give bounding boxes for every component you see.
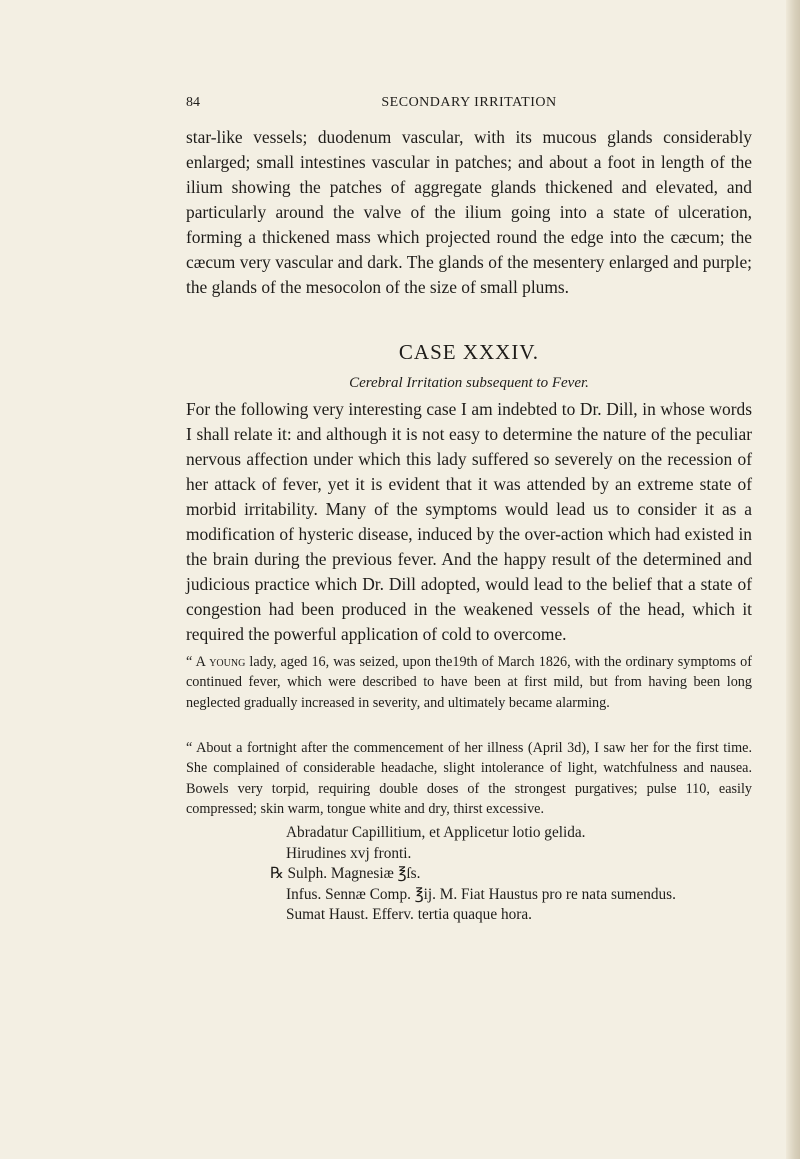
prescription-line: Infus. Sennæ Comp. ℥ij. M. Fiat Haustus pro re nata sumendus. bbox=[286, 885, 676, 903]
prescription-line: Abradatur Capillitium, et Applicetur lotio gelida. bbox=[286, 824, 586, 841]
prescription-line: ℞ Sulph. Magnesiæ ℥ſs. bbox=[270, 865, 421, 883]
running-title: SECONDARY IRRITATION bbox=[381, 95, 557, 110]
continuation-paragraph: star-like vessels; duodenum vascular, with its mucous glands considerably enlarged; small intestines vascular in patches; and about a foot in length of the ilium showing the patches of aggregate glands thickened and elevated, and particularly around the valve of the ilium going into a state of ulceration, forming a thickened mass which projected round the edge into the cæcum; the cæcum very vascular and dark. The glands of the mesentery enlarged and purple; the glands of the mesocolon of the size of small plums. bbox=[186, 127, 752, 297]
quote-1-smallcaps: young bbox=[209, 654, 246, 670]
case-subtitle: Cerebral Irritation subsequent to Fever. bbox=[349, 375, 589, 391]
running-header bbox=[186, 95, 752, 115]
prescription-line: Sumat Haust. Efferv. tertia quaque hora. bbox=[286, 906, 532, 924]
page-edge bbox=[786, 0, 800, 1159]
quote-1-open: “ A bbox=[186, 654, 210, 670]
quote-1-rest: lady, aged 16, was seized, upon the19th of March 1826, with the ordinary symptoms of continued fever, which were described to have been at first mild, but from having been long neglected gradually increased in severity, and ultimately became alarming. bbox=[186, 654, 752, 711]
page-number: 84 bbox=[186, 95, 200, 110]
prescription-line: Hirudines xvj fronti. bbox=[286, 844, 412, 862]
prescription-block bbox=[270, 823, 756, 926]
case-title: CASE XXXIV. bbox=[398, 340, 540, 364]
quote-paragraph-2: “ About a fortnight after the commencement of her illness (April 3d), I saw her for the first time. She complained of considerable headache, slight intolerance of light, watchfulness and nausea. Bowels very torpid, requiring double doses of the strongest purgatives; pulse 110, easily compressed; skin warm, tongue white and dry, thirst excessive. bbox=[186, 740, 752, 818]
intro-paragraph: For the following very interesting case I am indebted to Dr. Dill, in whose words I shall relate it: and although it is not easy to determine the nature of the peculiar nervous affection under which this lady suffered so severely on the recession of her attack of fever, yet it is evident that it was attended by an extreme state of morbid irritability. Many of the symptoms would lead us to consider it as a modification of hysteric disease, induced by the over-action which had existed in the brain during the previous fever. And the happy result of the determined and judicious practice which Dr. Dill adopted, would lead to the belief that a state of congestion had been produced in the weakened vessels of the head, which it required the powerful application of cold to overcome. bbox=[186, 399, 752, 644]
quote-paragraph-1 bbox=[186, 652, 752, 713]
